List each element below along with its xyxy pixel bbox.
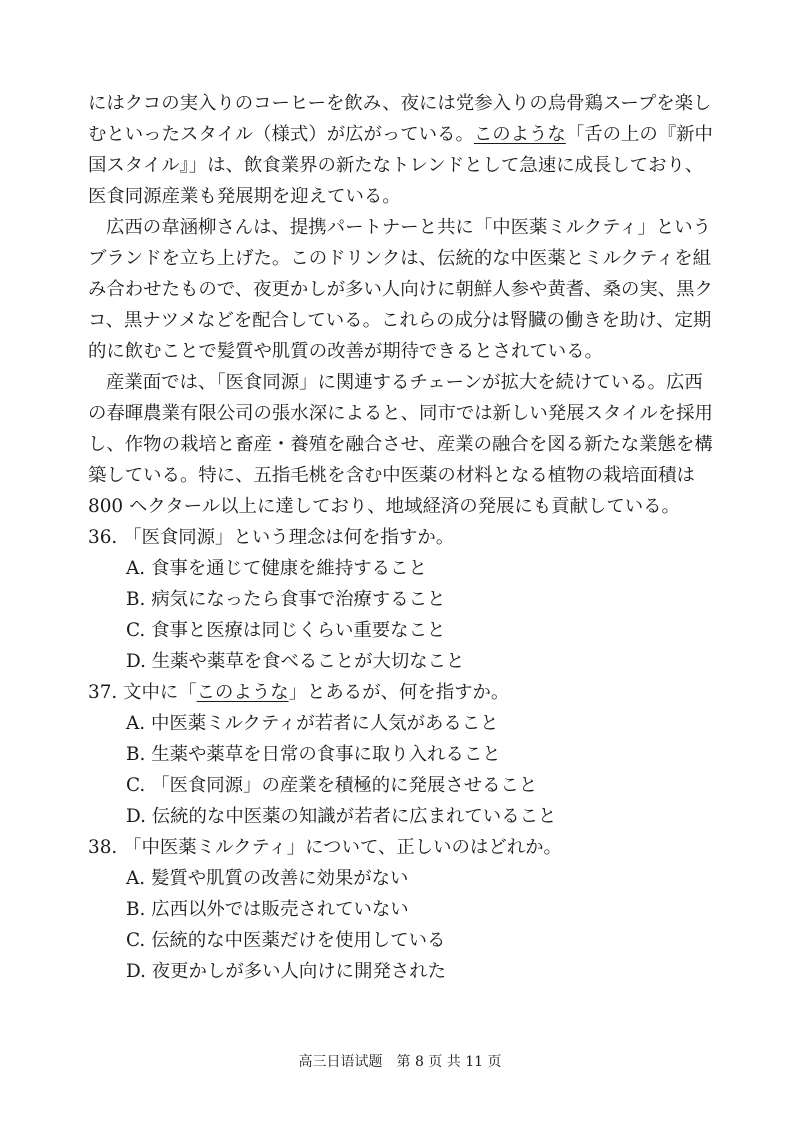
underlined-phrase: このような	[196, 682, 289, 703]
text-line: にはクコの実入りのコーヒーを飲み、夜には党参入りの烏骨鶏スープを楽し	[88, 93, 712, 114]
text-segment: 37. 文中に「	[88, 682, 197, 703]
answer-option-a: A. 食事を通じて健康を維持すること	[126, 558, 427, 579]
text-line: 築している。特に、五指毛桃を含む中医薬の材料となる植物の栽培面積は	[88, 465, 695, 486]
text-line: み合わせたもので、夜更かしが多い人向けに朝鮮人参や黄耆、桑の実、黒ク	[88, 279, 713, 300]
text-line	[88, 119, 716, 150]
question-36	[88, 522, 716, 677]
question-37	[88, 677, 716, 832]
text-segment: 」とあるが、何を指すか。	[288, 682, 510, 703]
text-line: し、作物の栽培と畜産・養殖を融合させ、産業の融合を図る新たな業態を構	[88, 434, 713, 455]
answer-option-c: C. 食事と医療は同じくらい重要なこと	[126, 620, 446, 641]
answer-option-a: A. 中医薬ミルクティが若者に人気があること	[126, 713, 499, 734]
question-stem	[88, 677, 716, 708]
answer-option-d: D. 伝統的な中医薬の知識が若者に広まれていること	[126, 806, 557, 827]
question-stem: 36. 「医食同源」という理念は何を指すか。	[88, 527, 455, 548]
text-segment: 「舌の上の『新中	[565, 124, 713, 145]
underlined-phrase: このような	[473, 124, 566, 145]
answer-option-c: C. 「医食同源」の産業を積極的に発展させること	[126, 775, 538, 796]
passage-paragraph-3	[88, 367, 716, 522]
text-line: 産業面では、「医食同源」に関連するチェーンが拡大を続けている。広西	[106, 372, 703, 393]
answer-option-b: B. 病気になったら食事で治療すること	[126, 589, 446, 610]
question-stem: 38. 「中医薬ミルクティ」について、正しいのはどれか。	[88, 837, 562, 858]
text-segment: むといったスタイル（様式）が広がっている。	[88, 124, 474, 145]
answer-option-b: B. 生薬や薬草を日常の食事に取り入れること	[126, 744, 501, 765]
text-line: 的に飲むことで髪質や肌質の改善が期待できるとされている。	[88, 341, 603, 362]
text-line: 国スタイル』」は、飲食業界の新たなトレンドとして急速に成長しており、	[88, 155, 704, 176]
passage-paragraph-2	[88, 212, 716, 367]
text-line: の春暉農業有限公司の張水深によると、同市では新しい発展スタイルを採用	[88, 403, 713, 424]
exam-page	[88, 88, 716, 987]
passage-paragraph-1	[88, 88, 716, 212]
answer-option-d: D. 生薬や薬草を食べることが大切なこと	[126, 651, 465, 672]
answer-option-a: A. 髪質や肌質の改善に効果がない	[126, 868, 409, 889]
text-line: 広西の韋涵柳さんは、提携パートナーと共に「中医薬ミルクティ」という	[106, 217, 712, 238]
answer-option-d: D. 夜更かしが多い人向けに開発された	[126, 961, 447, 982]
answer-option-c: C. 伝統的な中医薬だけを使用している	[126, 930, 446, 951]
page-footer: 高三日语试题 第 8 页 共 11 页	[298, 1054, 502, 1070]
text-line: コ、黒ナツメなどを配合している。これらの成分は腎臓の働きを助け、定期	[88, 310, 712, 331]
text-line: 800 ヘクタール以上に達しており、地域経済の発展にも貢献している。	[88, 496, 680, 517]
answer-option-b: B. 広西以外では販売されていない	[126, 899, 409, 920]
text-line: ブランドを立ち上げた。このドリンクは、伝統的な中医薬とミルクティを組	[88, 248, 712, 269]
text-line: 医食同源産業も発展期を迎えている。	[88, 186, 401, 207]
question-38	[88, 832, 716, 987]
